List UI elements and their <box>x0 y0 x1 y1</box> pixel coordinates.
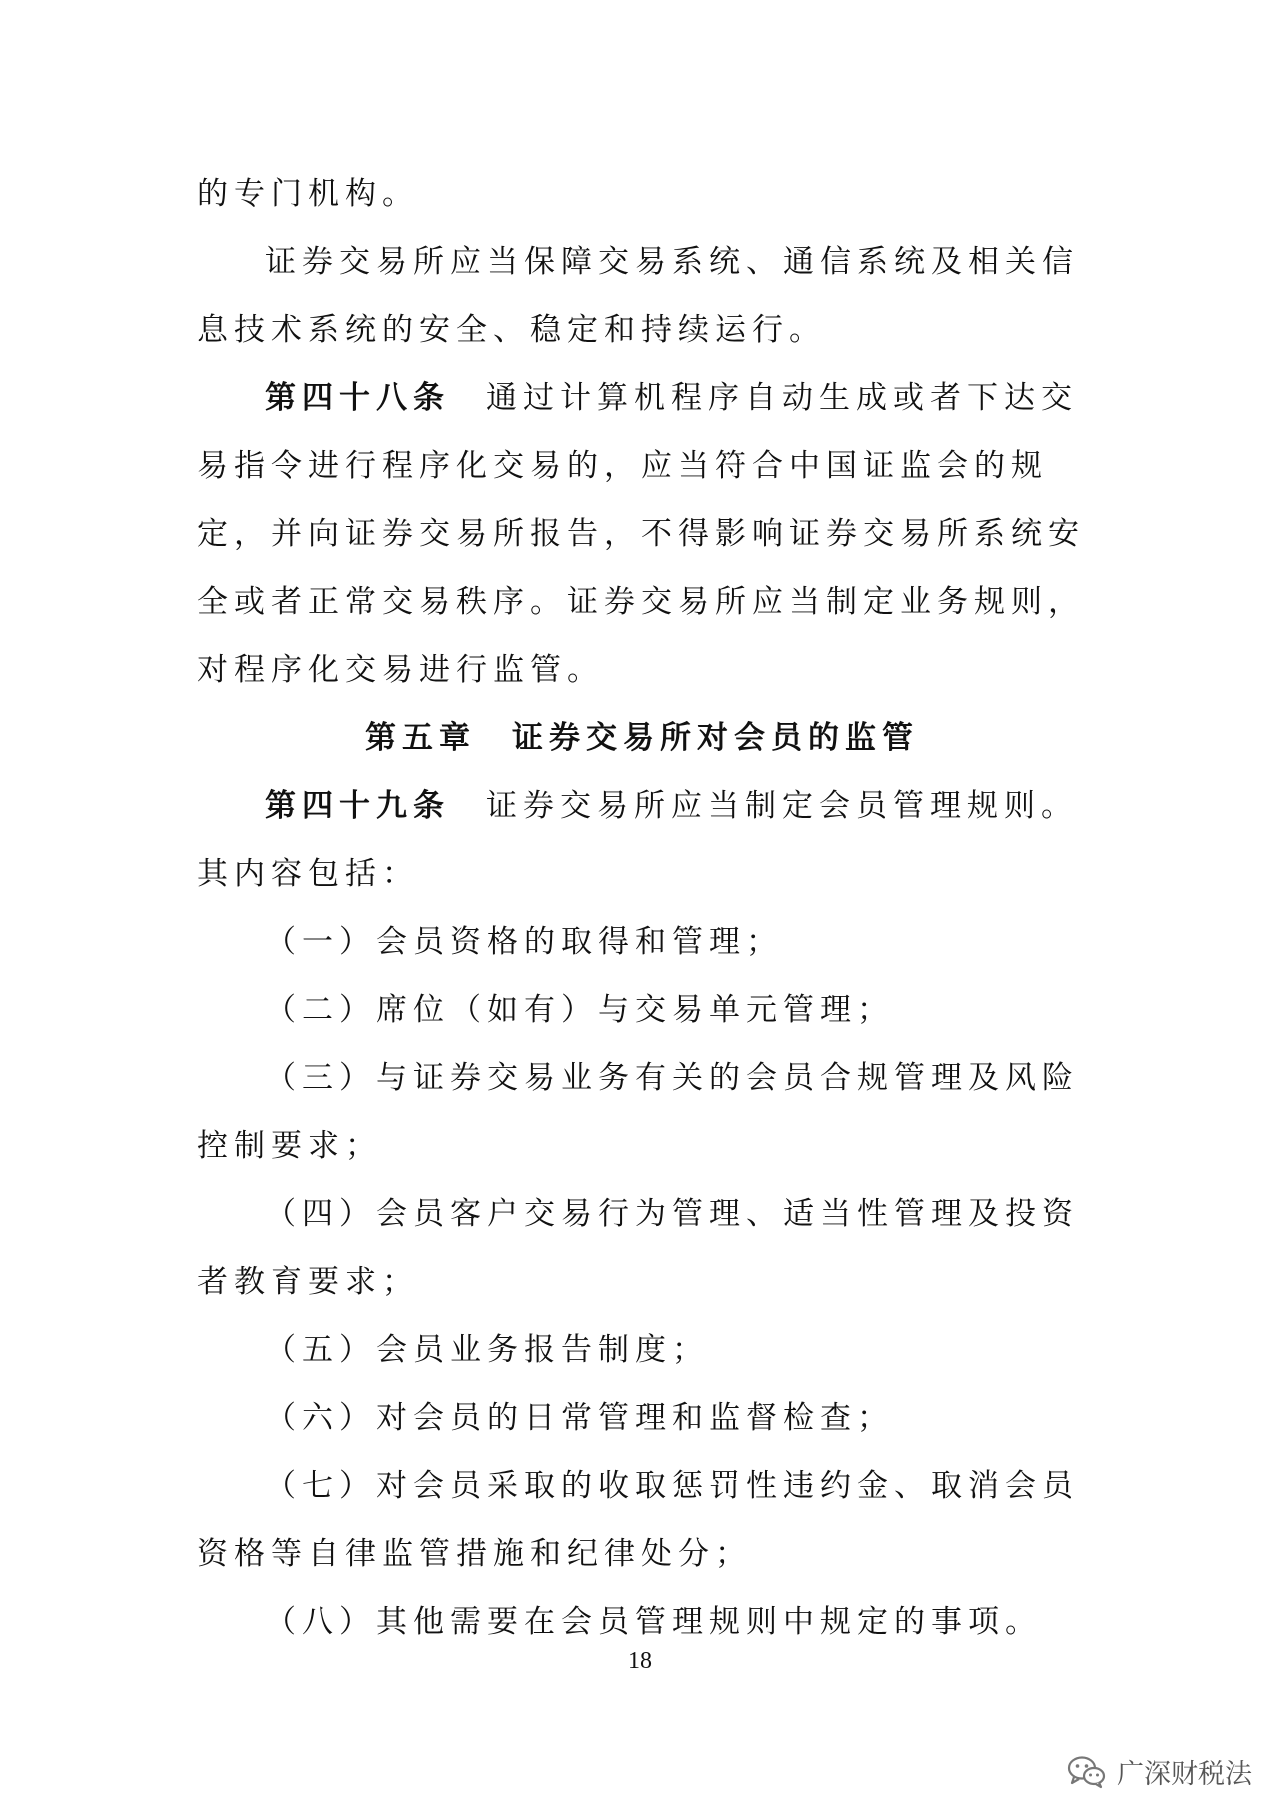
list-item: （七）对会员采取的收取惩罚性违约金、取消会员资格等自律监管措施和纪律处分； <box>197 1468 1079 1572</box>
article-48 <box>197 364 1087 704</box>
list-item: （八）其他需要在会员管理规则中规定的事项。 <box>265 1604 1042 1640</box>
watermark <box>1067 1752 1252 1791</box>
article-49 <box>197 772 1087 908</box>
paragraph-system-security: 证券交易所应当保障交易系统、通信系统及相关信息技术系统的安全、稳定和持续运行。 <box>197 244 1079 348</box>
article-48-number: 第四十八条 <box>265 380 450 416</box>
list-item: （五）会员业务报告制度； <box>265 1332 709 1368</box>
document-body <box>197 160 1087 1656</box>
article-49-number: 第四十九条 <box>265 788 450 824</box>
watermark-text: 广深财税法 <box>1117 1759 1252 1790</box>
chapter-number: 第五章 <box>365 720 476 756</box>
chapter-heading <box>197 704 1087 772</box>
list-item: （三）与证券交易业务有关的会员合规管理及风险控制要求； <box>197 1060 1079 1164</box>
list-item: （一）会员资格的取得和管理； <box>265 924 783 960</box>
list-item: （六）对会员的日常管理和监督检查； <box>265 1400 894 1436</box>
chapter-title: 证券交易所对会员的监管 <box>512 720 919 756</box>
article-48-text: 通过计算机程序自动生成或者下达交易指令进行程序化交易的，应当符合中国证监会的规定，并向证券交易所报告，不得影响证券交易所系统安全或者正常交易秩序。证券交易所应当制定业务规则，对程序化交易进行监管。 <box>197 380 1085 688</box>
paragraph-continuation: 的专门机构。 <box>197 176 419 212</box>
wechat-icon <box>1067 1755 1107 1789</box>
list-item: （四）会员客户交易行为管理、适当性管理及投资者教育要求； <box>197 1196 1079 1300</box>
article-49-text: 证券交易所应当制定会员管理规则。其内容包括： <box>197 788 1078 892</box>
page-number: 18 <box>628 1648 652 1674</box>
list-item: （二）席位（如有）与交易单元管理； <box>265 992 894 1028</box>
